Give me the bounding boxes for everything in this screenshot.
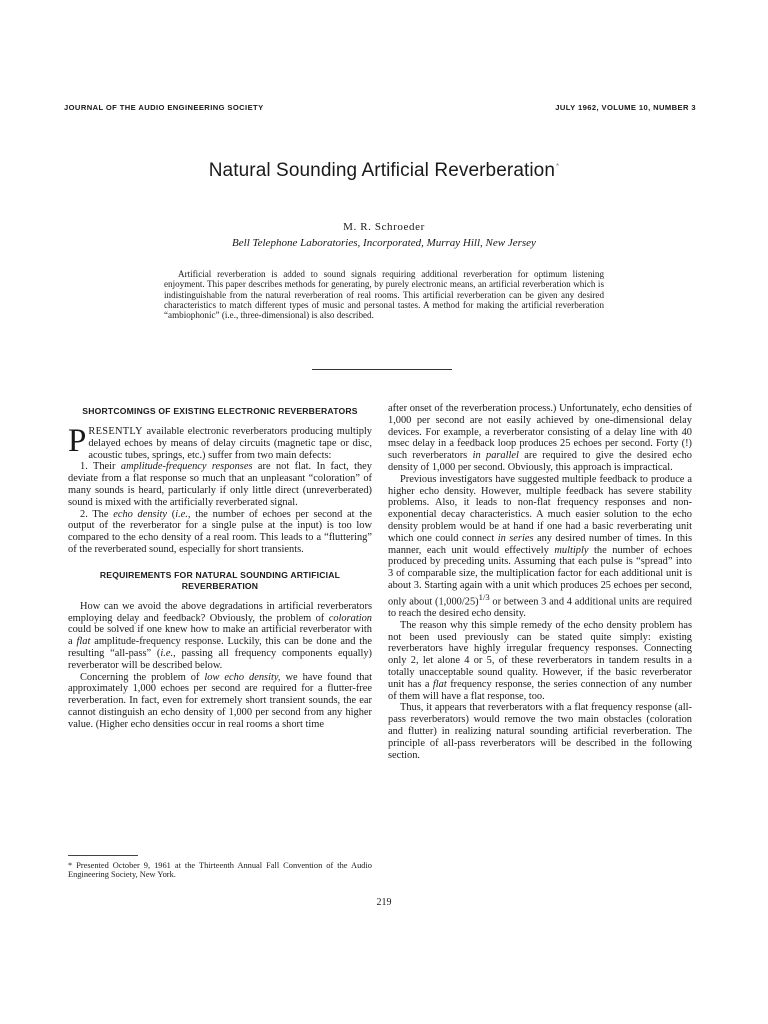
paragraph-text: the number of echoes produced by preceding units. Assuming that each pulse is “spread” into 3 of comparable size, the multiplication factor for each additional unit is about 3. Starting again with a unit which produces 25 echoes per second, only about (1,000/25)	[388, 544, 692, 608]
page-number: 219	[376, 897, 392, 908]
emphasis: multiply	[554, 544, 589, 556]
journal-name: JOURNAL OF THE AUDIO ENGINEERING SOCIETY	[64, 103, 264, 112]
author-affiliation: Bell Telephone Laboratories, Incorporated, Murray Hill, New Jersey	[232, 237, 536, 249]
paragraph-text: passing all frequency components equally) reverberator will be described below.	[68, 647, 372, 671]
footnote-divider	[68, 855, 138, 856]
drop-cap: P	[68, 423, 87, 459]
abstract: Artificial reverberation is added to sound signals requiring additional reverberation for optimum listening enjoyment. This paper describes methods for generating, by purely electronic means, an artificial reverberation which is indistinguishable from the natural reverberation of real rooms. This artificial reverberation can be given any desired characteristics to match different types of music and personal tastes. A method for making the artificial reverberation “ambiophonic” (i.e., three-dimensional) is also described.	[164, 269, 604, 321]
paragraph-text: could be solved if one knew how to make an artificial reverberator with a	[68, 624, 372, 648]
section-heading-shortcomings: SHORTCOMINGS OF EXISTING ELECTRONIC REVERBERATORS	[82, 406, 358, 416]
emphasis: echo density	[113, 508, 167, 520]
paragraph	[68, 672, 372, 731]
emphasis: i.e.,	[160, 647, 176, 659]
paragraph-text: The reason why this simple remedy of the echo density problem has not been used previously can be stated quite simply: existing reverberators have highly irregular frequency responses. Connecting only 2, let alone 4 or 5, of these reverberators in tandem results in a totally unacceptable sound quality. However, if the basic reverberator unit has a	[388, 619, 692, 690]
paragraph: Thus, it appears that reverberators with a flat frequency response (all-pass reverberators) would remove the two main obstacles (coloration and flutter) in realizing natural sounding artificial reverberation. The principle of all-pass reverberators will be described in the following section.	[388, 702, 692, 761]
paragraph	[68, 601, 372, 672]
paragraph	[68, 423, 372, 461]
paragraph-text: How can we avoid the above degradations in artificial reverberators employing delay and feedback? Obviously, the problem of	[68, 600, 372, 624]
paragraph-text: any desired number of times. In this manner, each unit would effectively	[388, 532, 692, 556]
paper-title-text: Natural Sounding Artificial Reverberation	[208, 160, 556, 181]
paragraph-text: amplitude-frequency response. Luckily, this can be done and the resulting “all-pass” (	[68, 636, 372, 659]
emphasis: flat	[432, 678, 447, 690]
right-column	[388, 403, 692, 761]
paragraph-text: Concerning the problem of	[80, 671, 205, 683]
paragraph-text: frequency response, the series connection of any number of them will have a flat response, too.	[388, 678, 692, 702]
emphasis: i.e.,	[175, 508, 191, 520]
paragraph	[68, 461, 372, 508]
section-divider	[312, 369, 452, 370]
emphasis: amplitude-frequency responses	[120, 461, 253, 473]
paragraph	[388, 474, 692, 620]
paragraph-text: available electronic reverberators producing multiply delayed echoes by means of delay circuits (magnetic tape or disc, acoustic tubes, springs, etc.) suffer from two main defects:	[88, 426, 372, 461]
paragraph	[68, 509, 372, 556]
paragraph-text: (	[167, 508, 176, 520]
paper-title	[0, 160, 768, 182]
emphasis: coloration	[328, 612, 372, 624]
paragraph-text: are required to give the desired echo density of 1,000 per second. Obviously, this approach is impractical.	[388, 450, 692, 473]
superscript: 1/3	[478, 591, 490, 602]
paragraph-text: Previous investigators have suggested multiple feedback to produce a higher echo density. However, multiple feedback has severe stability problems. Also, it leads to non-flat frequency responses and non-exponential decay characteristics. A much easier solution to the echo density problem would be at hand if one had a basic reverberating unit which one could connect	[388, 473, 692, 544]
paragraph-text: we have found that approximately 1,000 echoes per second are required for a flutter-free reverberation. In fact, even for extremely short transient sounds, the ear cannot distinguish an echo density of 1,000 per second from any higher value. (Higher echo densities occur in real rooms a short time	[68, 671, 372, 730]
paragraph-text: 1. Their	[80, 461, 121, 473]
emphasis: in series	[497, 532, 534, 544]
paragraph	[388, 620, 692, 703]
footnote: * Presented October 9, 1961 at the Thirteenth Annual Fall Convention of the Audio Engineering Society, New York.	[68, 861, 372, 880]
section-heading-requirements: REQUIREMENTS FOR NATURAL SOUNDING ARTIFICIAL REVERBERATION	[99, 569, 341, 591]
running-head	[64, 103, 696, 112]
title-footnote-mark: *	[556, 161, 560, 171]
emphasis: low echo density,	[204, 671, 281, 683]
paragraph-text: the number of echoes per second at the output of the reverberator for a single pulse at the input) is too low compared to the echo density of a real room. This leads to a “fluttering” of the reverberated sound, especially for short transients.	[68, 508, 372, 555]
emphasis: in parallel	[472, 450, 519, 462]
author-name: M. R. Schroeder	[343, 221, 425, 233]
emphasis: flat	[76, 636, 91, 648]
paragraph	[388, 403, 692, 474]
paragraph-text: after onset of the reverberation process.) Unfortunately, echo densities of 1,000 per second are not easily achieved by one-dimensional delay devices. For example, a reverberator consisting of a delay line with 40 msec delay in a feedback loop produces 25 echoes per second. Forty (!) such reverberators	[388, 403, 692, 462]
lead-word: RESENTLY	[88, 426, 143, 437]
paragraph-text: are not flat. In fact, they deviate from a flat response so much that an unpleasant “coloration” of many sounds is heard, particularly if only little direct (unreverberated) sound is mixed with the artificially reverberated signal.	[68, 461, 372, 508]
paragraph-text: or between 3 and 4 additional units are required to reach the desired echo density.	[388, 596, 692, 620]
paragraph-text: 2. The	[80, 508, 114, 520]
left-column	[68, 403, 372, 731]
issue-info: JULY 1962, VOLUME 10, NUMBER 3	[555, 103, 696, 112]
